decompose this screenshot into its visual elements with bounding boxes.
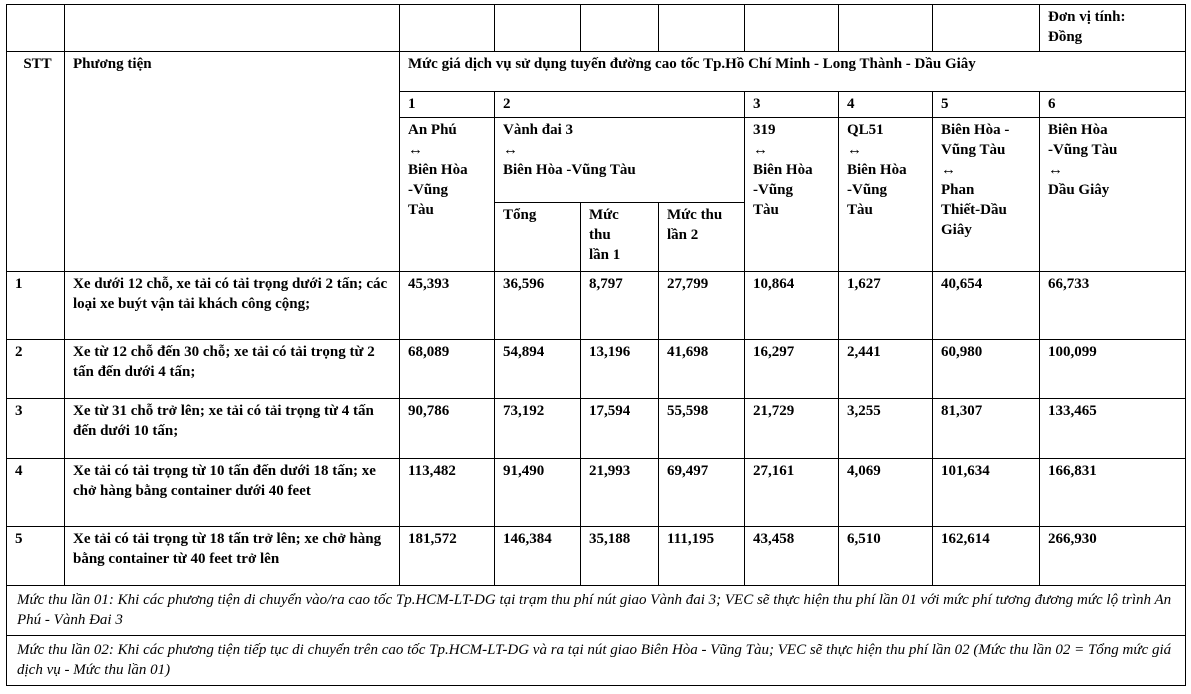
row-value: 21,993 (581, 459, 659, 527)
row-value: 41,698 (659, 340, 745, 399)
row-value: 13,196 (581, 340, 659, 399)
row-value: 43,458 (745, 527, 839, 586)
row-value: 69,497 (659, 459, 745, 527)
row-value: 68,089 (400, 340, 495, 399)
route-title: Mức giá dịch vụ sử dụng tuyến đường cao tốc Tp.Hồ Chí Minh - Long Thành - Dầu Giây (400, 52, 1186, 92)
empty-cell (745, 5, 839, 52)
empty-cell (659, 5, 745, 52)
row-vehicle: Xe dưới 12 chỗ, xe tải có tải trọng dưới 2 tấn; các loại xe buýt vận tải khách công cộng; (65, 272, 400, 340)
row-value: 35,188 (581, 527, 659, 586)
note-second-charge: Mức thu lần 02: Khi các phương tiện tiếp tục di chuyển trên cao tốc Tp.HCM-LT-DG và ra tại nút giao Biên Hòa - Vũng Tàu; VEC sẽ thực hiện thu phí lần 02 (Mức thu lần 02 = Tổng mức giá dịch vụ - Mức thu lần 01) (7, 636, 1186, 686)
segment-name: 319 ↔ Biên Hòa -Vũng Tàu (745, 118, 839, 272)
empty-cell (7, 5, 65, 52)
segment-number: 4 (839, 92, 933, 118)
row-stt: 3 (7, 399, 65, 459)
row-value: 91,490 (495, 459, 581, 527)
row-value: 66,733 (1040, 272, 1186, 340)
row-value: 27,161 (745, 459, 839, 527)
row-value: 133,465 (1040, 399, 1186, 459)
row-value: 3,255 (839, 399, 933, 459)
segment-number: 2 (495, 92, 745, 118)
toll-price-table (6, 4, 1186, 686)
row-value: 6,510 (839, 527, 933, 586)
second-charge-header: Mức thu lần 2 (659, 203, 745, 272)
segment-name: An Phú ↔ Biên Hòa -Vũng Tàu (400, 118, 495, 272)
total-header: Tổng (495, 203, 581, 272)
row-value: 1,627 (839, 272, 933, 340)
row-stt: 1 (7, 272, 65, 340)
unit-label: Đơn vị tính: Đồng (1040, 5, 1186, 52)
row-value: 16,297 (745, 340, 839, 399)
row-value: 101,634 (933, 459, 1040, 527)
segment-name: Vành đai 3 ↔ Biên Hòa -Vũng Tàu (495, 118, 745, 203)
note-first-charge: Mức thu lần 01: Khi các phương tiện di chuyển vào/ra cao tốc Tp.HCM-LT-DG tại trạm thu phí nút giao Vành đai 3; VEC sẽ thực hiện thu phí lần 01 với mức phí tương đương mức lộ trình An Phú - Vành Đai 3 (7, 586, 1186, 636)
segment-name: Biên Hòa -Vũng Tàu ↔ Dầu Giây (1040, 118, 1186, 272)
first-charge-header: Mức thu lần 1 (581, 203, 659, 272)
row-value: 8,797 (581, 272, 659, 340)
vehicle-header: Phương tiện (65, 52, 400, 272)
row-value: 100,099 (1040, 340, 1186, 399)
row-vehicle: Xe từ 12 chỗ đến 30 chỗ; xe tải có tải trọng từ 2 tấn đến dưới 4 tấn; (65, 340, 400, 399)
row-value: 73,192 (495, 399, 581, 459)
table-row (7, 272, 1186, 340)
row-value: 54,894 (495, 340, 581, 399)
row-value: 81,307 (933, 399, 1040, 459)
empty-cell (581, 5, 659, 52)
row-stt: 5 (7, 527, 65, 586)
row-value: 113,482 (400, 459, 495, 527)
stt-header: STT (7, 52, 65, 272)
note-row (7, 636, 1186, 686)
row-value: 40,654 (933, 272, 1040, 340)
empty-cell (839, 5, 933, 52)
row-value: 27,799 (659, 272, 745, 340)
row-value: 10,864 (745, 272, 839, 340)
row-value: 45,393 (400, 272, 495, 340)
empty-cell (933, 5, 1040, 52)
row-value: 36,596 (495, 272, 581, 340)
title-row (7, 52, 1186, 92)
row-vehicle: Xe tải có tải trọng từ 18 tấn trở lên; xe chở hàng bằng container từ 40 feet trở lên (65, 527, 400, 586)
row-value: 21,729 (745, 399, 839, 459)
row-value: 166,831 (1040, 459, 1186, 527)
row-value: 111,195 (659, 527, 745, 586)
empty-cell (65, 5, 400, 52)
row-stt: 2 (7, 340, 65, 399)
row-value: 4,069 (839, 459, 933, 527)
row-value: 266,930 (1040, 527, 1186, 586)
empty-cell (495, 5, 581, 52)
segment-number: 1 (400, 92, 495, 118)
table-row (7, 459, 1186, 527)
segment-name: QL51 ↔ Biên Hòa -Vũng Tàu (839, 118, 933, 272)
row-value: 2,441 (839, 340, 933, 399)
table-row (7, 399, 1186, 459)
note-row (7, 586, 1186, 636)
row-stt: 4 (7, 459, 65, 527)
segment-name: Biên Hòa - Vũng Tàu ↔ Phan Thiết-Dầu Giây (933, 118, 1040, 272)
row-vehicle: Xe tải có tải trọng từ 10 tấn đến dưới 18 tấn; xe chở hàng bằng container dưới 40 feet (65, 459, 400, 527)
row-value: 146,384 (495, 527, 581, 586)
row-value: 162,614 (933, 527, 1040, 586)
segment-number: 6 (1040, 92, 1186, 118)
segment-number: 5 (933, 92, 1040, 118)
empty-cell (400, 5, 495, 52)
table-row (7, 527, 1186, 586)
table-row (7, 340, 1186, 399)
row-vehicle: Xe từ 31 chỗ trở lên; xe tải có tải trọng từ 4 tấn đến dưới 10 tấn; (65, 399, 400, 459)
row-value: 17,594 (581, 399, 659, 459)
row-value: 181,572 (400, 527, 495, 586)
unit-row (7, 5, 1186, 52)
row-value: 60,980 (933, 340, 1040, 399)
segment-number: 3 (745, 92, 839, 118)
row-value: 55,598 (659, 399, 745, 459)
row-value: 90,786 (400, 399, 495, 459)
